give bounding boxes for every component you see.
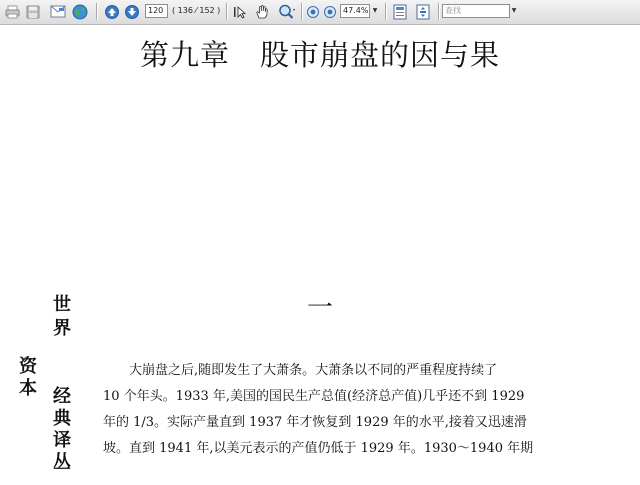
- web-icon: [72, 4, 88, 20]
- chevron-down-icon: ▼: [511, 7, 517, 14]
- zoom-out-icon: [307, 6, 319, 18]
- body-paragraph: [103, 358, 548, 462]
- save-icon: [26, 5, 40, 19]
- email-icon: [50, 5, 66, 18]
- series-stamp: [18, 295, 88, 485]
- print-button[interactable]: [3, 3, 21, 20]
- hand-tool-icon: [254, 4, 270, 20]
- zoom-tool-button[interactable]: [276, 3, 298, 20]
- hand-tool-button[interactable]: [252, 3, 272, 20]
- paragraph-line: 大崩盘之后,随即发生了大萧条。大萧条以不同的严重程度持续了: [129, 363, 498, 378]
- zoom-tool-icon: [278, 4, 296, 20]
- toolbar: [0, 0, 640, 25]
- zoom-in-icon: [324, 6, 336, 18]
- save-button[interactable]: [24, 3, 42, 20]
- stamp-char: 世: [53, 294, 71, 315]
- stamp-char: 本: [19, 378, 37, 399]
- page-count: ( 136 ⁄ 152 ): [172, 6, 221, 15]
- stamp-char: 界: [53, 318, 71, 339]
- chapter-title: 第九章 股市崩盘的因与果: [139, 38, 500, 72]
- previous-page-icon: [105, 5, 119, 19]
- section-number: 一: [306, 293, 333, 323]
- print-icon: [5, 5, 20, 19]
- document-page: [0, 25, 640, 480]
- stamp-char: 典: [53, 408, 71, 429]
- paragraph-line: 10 个年头。1933 年,美国的国民生产总值(经济总产值)几乎还不到 1929: [103, 389, 525, 404]
- select-tool-icon: [232, 5, 246, 19]
- email-button[interactable]: [48, 3, 68, 20]
- stamp-char: 丛: [53, 452, 71, 473]
- zoom-level-input[interactable]: 47.4%: [340, 4, 370, 18]
- fit-page-button[interactable]: [414, 3, 432, 20]
- paragraph-line: 年的 1/3。实际产量直到 1937 年才恢复到 1929 年的水平,接着又迅速滑: [103, 415, 527, 430]
- paragraph-line: 坡。直到 1941 年,以美元表示的产值仍低于 1929 年。1930～1940 年期: [103, 441, 534, 456]
- next-page-icon: [125, 5, 139, 19]
- stamp-char: 资: [19, 356, 37, 377]
- page-number-input[interactable]: 120: [145, 4, 168, 18]
- single-page-view-button[interactable]: [391, 3, 409, 20]
- single-page-view-icon: [393, 4, 407, 20]
- stamp-char: 经: [53, 386, 71, 407]
- zoom-dropdown[interactable]: [371, 4, 379, 18]
- next-page-button[interactable]: [123, 3, 141, 20]
- search-dropdown[interactable]: [510, 4, 518, 18]
- zoom-in-button[interactable]: [322, 3, 337, 20]
- stamp-char: 译: [53, 430, 71, 451]
- select-tool-button[interactable]: [230, 3, 248, 20]
- zoom-out-button[interactable]: [305, 3, 320, 20]
- chevron-down-icon: ▼: [372, 7, 378, 14]
- fit-page-icon: [416, 4, 430, 20]
- search-input[interactable]: 查找: [442, 4, 510, 18]
- web-button[interactable]: [70, 3, 90, 20]
- previous-page-button[interactable]: [103, 3, 121, 20]
